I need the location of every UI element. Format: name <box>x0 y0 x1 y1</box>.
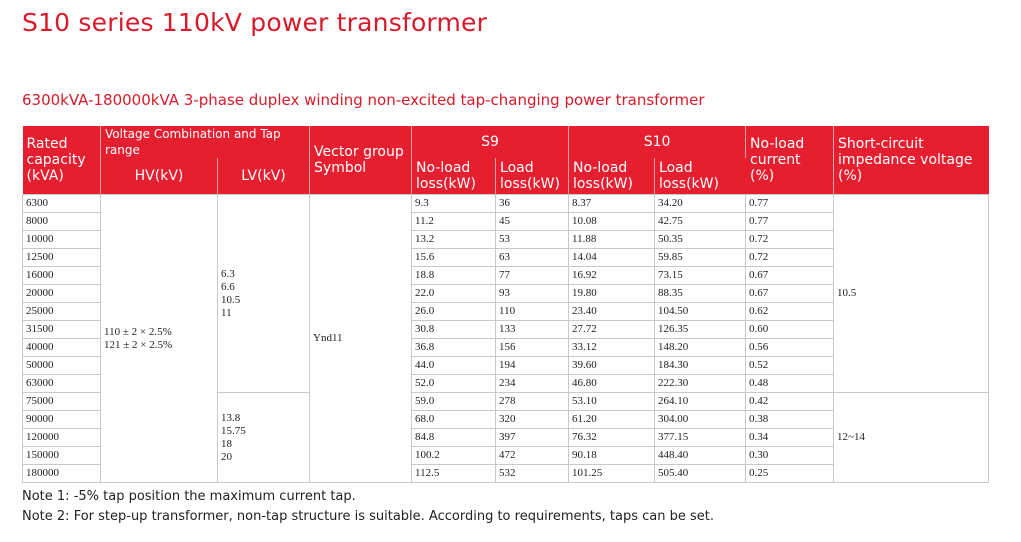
cell-no-load-current: 0.62 <box>746 303 834 321</box>
cell-s10-load-loss: 148.20 <box>655 339 746 357</box>
cell-s10-load-loss: 34.20 <box>655 195 746 213</box>
cell-lv-voltage <box>218 393 310 483</box>
cell-s9-no-load-loss: 44.0 <box>412 357 496 375</box>
lv-voltage-value: 13.8 <box>221 411 241 424</box>
hv-voltage-line: 121 ± 2 × 2.5% <box>104 338 173 351</box>
note-2: Note 2: For step-up transformer, non-tap structure is suitable. According to requirements, taps can be set. <box>22 509 714 524</box>
cell-s9-no-load-loss: 11.2 <box>412 213 496 231</box>
cell-s10-no-load-loss: 33.12 <box>569 339 655 357</box>
cell-s10-load-loss: 126.35 <box>655 321 746 339</box>
cell-capacity: 25000 <box>23 303 101 321</box>
cell-s9-load-loss: 53 <box>496 231 569 249</box>
cell-s10-no-load-loss: 16.92 <box>569 267 655 285</box>
cell-s10-no-load-loss: 10.08 <box>569 213 655 231</box>
cell-s9-load-loss: 397 <box>496 429 569 447</box>
cell-capacity: 20000 <box>23 285 101 303</box>
cell-capacity: 63000 <box>23 375 101 393</box>
cell-s9-load-loss: 93 <box>496 285 569 303</box>
cell-no-load-current: 0.72 <box>746 249 834 267</box>
header-lv: LV(kV) <box>218 158 310 195</box>
spec-table <box>22 126 989 483</box>
lv-voltage-value: 15.75 <box>221 424 246 437</box>
cell-capacity: 8000 <box>23 213 101 231</box>
cell-no-load-current: 0.38 <box>746 411 834 429</box>
cell-s10-no-load-loss: 53.10 <box>569 393 655 411</box>
cell-no-load-current: 0.56 <box>746 339 834 357</box>
cell-s10-no-load-loss: 46.80 <box>569 375 655 393</box>
cell-s9-load-loss: 110 <box>496 303 569 321</box>
header-short-circuit: Short-circuit impedance voltage (%) <box>834 126 989 195</box>
cell-s9-load-loss: 36 <box>496 195 569 213</box>
cell-capacity: 75000 <box>23 393 101 411</box>
header-s10-no-load-loss: No-load loss(kW) <box>569 158 655 195</box>
cell-no-load-current: 0.34 <box>746 429 834 447</box>
cell-s9-no-load-loss: 59.0 <box>412 393 496 411</box>
cell-impedance-voltage: 12~14 <box>834 393 989 483</box>
header-s9-load-loss: Load loss(kW) <box>496 158 569 195</box>
cell-s10-load-loss: 42.75 <box>655 213 746 231</box>
cell-s10-no-load-loss: 61.20 <box>569 411 655 429</box>
cell-s9-load-loss: 77 <box>496 267 569 285</box>
header-s10: S10 <box>569 126 746 158</box>
table-header <box>23 126 989 195</box>
lv-voltage-value: 18 <box>221 437 232 450</box>
cell-s9-load-loss: 472 <box>496 447 569 465</box>
cell-s9-load-loss: 63 <box>496 249 569 267</box>
cell-s9-no-load-loss: 18.8 <box>412 267 496 285</box>
header-no-load-current: No-load current (%) <box>746 126 834 195</box>
cell-s9-no-load-loss: 36.8 <box>412 339 496 357</box>
cell-s9-no-load-loss: 112.5 <box>412 465 496 483</box>
cell-s9-no-load-loss: 52.0 <box>412 375 496 393</box>
hv-voltage-line: 110 ± 2 × 2.5% <box>104 325 172 338</box>
cell-capacity: 50000 <box>23 357 101 375</box>
cell-s10-load-loss: 104.50 <box>655 303 746 321</box>
page-subtitle: 6300kVA-180000kVA 3-phase duplex winding non-excited tap-changing power transformer <box>22 91 705 109</box>
cell-s9-load-loss: 194 <box>496 357 569 375</box>
cell-no-load-current: 0.30 <box>746 447 834 465</box>
lv-voltage-value: 6.6 <box>221 280 235 293</box>
cell-capacity: 120000 <box>23 429 101 447</box>
lv-voltage-value: 11 <box>221 306 232 319</box>
header-voltage-combination: Voltage Combination and Tap range <box>101 126 310 158</box>
table-row <box>23 195 989 213</box>
cell-s10-no-load-loss: 8.37 <box>569 195 655 213</box>
cell-s10-load-loss: 377.15 <box>655 429 746 447</box>
cell-s9-load-loss: 133 <box>496 321 569 339</box>
table-body <box>23 195 989 483</box>
cell-no-load-current: 0.52 <box>746 357 834 375</box>
cell-capacity: 180000 <box>23 465 101 483</box>
cell-s10-load-loss: 505.40 <box>655 465 746 483</box>
cell-s9-load-loss: 278 <box>496 393 569 411</box>
cell-vector-group: Ynd11 <box>310 195 412 483</box>
cell-no-load-current: 0.25 <box>746 465 834 483</box>
cell-s9-no-load-loss: 26.0 <box>412 303 496 321</box>
cell-s9-load-loss: 156 <box>496 339 569 357</box>
header-s9-no-load-loss: No-load loss(kW) <box>412 158 496 195</box>
cell-capacity: 90000 <box>23 411 101 429</box>
cell-s9-no-load-loss: 9.3 <box>412 195 496 213</box>
header-vector-group: Vector group Symbol <box>310 126 412 195</box>
cell-s10-no-load-loss: 19.80 <box>569 285 655 303</box>
cell-s10-no-load-loss: 39.60 <box>569 357 655 375</box>
cell-s9-no-load-loss: 84.8 <box>412 429 496 447</box>
cell-s10-no-load-loss: 27.72 <box>569 321 655 339</box>
header-rated-capacity: Rated capacity (kVA) <box>23 126 101 195</box>
cell-no-load-current: 0.72 <box>746 231 834 249</box>
header-hv: HV(kV) <box>101 158 218 195</box>
lv-voltage-value: 10.5 <box>221 293 241 306</box>
page-title: S10 series 110kV power transformer <box>22 8 488 37</box>
cell-s10-load-loss: 264.10 <box>655 393 746 411</box>
cell-capacity: 40000 <box>23 339 101 357</box>
cell-s10-load-loss: 73.15 <box>655 267 746 285</box>
header-s9: S9 <box>412 126 569 158</box>
cell-s10-no-load-loss: 23.40 <box>569 303 655 321</box>
cell-no-load-current: 0.77 <box>746 213 834 231</box>
cell-s10-no-load-loss: 14.04 <box>569 249 655 267</box>
header-s10-load-loss: Load loss(kW) <box>655 158 746 195</box>
cell-no-load-current: 0.77 <box>746 195 834 213</box>
cell-s10-load-loss: 184.30 <box>655 357 746 375</box>
cell-s10-no-load-loss: 11.88 <box>569 231 655 249</box>
cell-s10-no-load-loss: 90.18 <box>569 447 655 465</box>
cell-lv-voltage <box>218 195 310 393</box>
cell-capacity: 31500 <box>23 321 101 339</box>
lv-voltage-value: 6.3 <box>221 267 235 280</box>
cell-impedance-voltage: 10.5 <box>834 195 989 393</box>
cell-s10-no-load-loss: 76.32 <box>569 429 655 447</box>
cell-capacity: 12500 <box>23 249 101 267</box>
cell-s9-no-load-loss: 68.0 <box>412 411 496 429</box>
cell-capacity: 6300 <box>23 195 101 213</box>
cell-s10-load-loss: 59.85 <box>655 249 746 267</box>
cell-s10-load-loss: 88.35 <box>655 285 746 303</box>
cell-s10-no-load-loss: 101.25 <box>569 465 655 483</box>
cell-s10-load-loss: 304.00 <box>655 411 746 429</box>
cell-no-load-current: 0.67 <box>746 285 834 303</box>
lv-voltage-value: 20 <box>221 450 232 463</box>
cell-s9-load-loss: 45 <box>496 213 569 231</box>
cell-s10-load-loss: 222.30 <box>655 375 746 393</box>
cell-s9-no-load-loss: 22.0 <box>412 285 496 303</box>
cell-s9-no-load-loss: 13.2 <box>412 231 496 249</box>
cell-no-load-current: 0.42 <box>746 393 834 411</box>
cell-s9-load-loss: 320 <box>496 411 569 429</box>
cell-s9-no-load-loss: 15.6 <box>412 249 496 267</box>
cell-s9-load-loss: 532 <box>496 465 569 483</box>
cell-capacity: 10000 <box>23 231 101 249</box>
cell-no-load-current: 0.60 <box>746 321 834 339</box>
cell-s10-load-loss: 50.35 <box>655 231 746 249</box>
cell-s9-no-load-loss: 100.2 <box>412 447 496 465</box>
cell-no-load-current: 0.48 <box>746 375 834 393</box>
cell-capacity: 150000 <box>23 447 101 465</box>
cell-no-load-current: 0.67 <box>746 267 834 285</box>
cell-s9-load-loss: 234 <box>496 375 569 393</box>
cell-s10-load-loss: 448.40 <box>655 447 746 465</box>
cell-capacity: 16000 <box>23 267 101 285</box>
note-1: Note 1: -5% tap position the maximum current tap. <box>22 489 356 504</box>
cell-s9-no-load-loss: 30.8 <box>412 321 496 339</box>
cell-hv-voltage <box>101 195 218 483</box>
